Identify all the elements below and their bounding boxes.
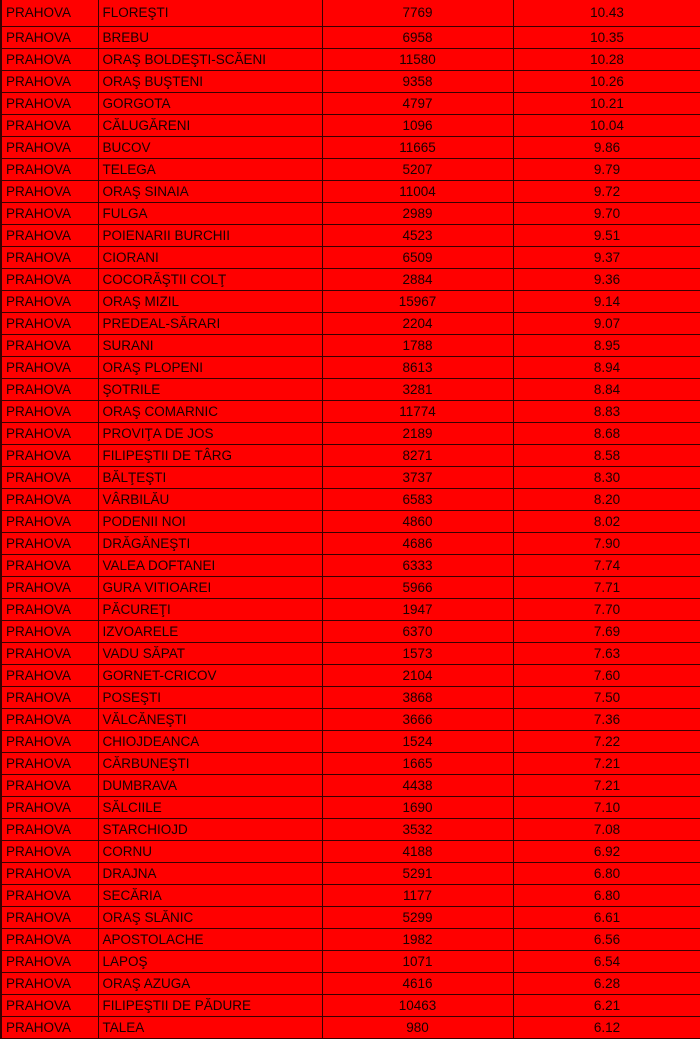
value-cell[interactable]: 6.12 <box>513 1017 700 1039</box>
value-cell[interactable]: 8.68 <box>513 423 700 445</box>
locality-cell[interactable]: BUCOV <box>98 137 322 159</box>
value-cell[interactable]: 9.36 <box>513 269 700 291</box>
county-cell[interactable]: PRAHOVA <box>1 819 98 841</box>
population-cell[interactable]: 15967 <box>322 291 513 313</box>
locality-cell[interactable]: DRĂGĂNEŞTI <box>98 533 322 555</box>
value-cell[interactable]: 7.22 <box>513 731 700 753</box>
value-cell[interactable]: 6.80 <box>513 863 700 885</box>
population-cell[interactable]: 2104 <box>322 665 513 687</box>
population-cell[interactable]: 7769 <box>322 0 513 27</box>
population-cell[interactable]: 11580 <box>322 49 513 71</box>
table-row <box>1 0 700 27</box>
county-cell[interactable]: PRAHOVA <box>1 357 98 379</box>
value-cell[interactable]: 6.80 <box>513 885 700 907</box>
table-row <box>1 115 700 137</box>
locality-cell[interactable]: ORAŞ SINAIA <box>98 181 322 203</box>
county-cell[interactable]: PRAHOVA <box>1 27 98 49</box>
locality-cell[interactable]: CORNU <box>98 841 322 863</box>
table-row <box>1 291 700 313</box>
table-row <box>1 929 700 951</box>
county-cell[interactable]: PRAHOVA <box>1 115 98 137</box>
county-cell[interactable]: PRAHOVA <box>1 511 98 533</box>
locality-cell[interactable]: PODENII NOI <box>98 511 322 533</box>
population-cell[interactable]: 1982 <box>322 929 513 951</box>
county-cell[interactable]: PRAHOVA <box>1 621 98 643</box>
table-row <box>1 665 700 687</box>
value-cell[interactable]: 7.10 <box>513 797 700 819</box>
population-cell[interactable]: 1524 <box>322 731 513 753</box>
locality-cell[interactable]: TALEA <box>98 1017 322 1039</box>
population-cell[interactable]: 5299 <box>322 907 513 929</box>
population-cell[interactable]: 11774 <box>322 401 513 423</box>
locality-cell[interactable]: CIORANI <box>98 247 322 269</box>
population-cell[interactable]: 2189 <box>322 423 513 445</box>
value-cell[interactable]: 10.35 <box>513 27 700 49</box>
population-cell[interactable]: 6958 <box>322 27 513 49</box>
table-row <box>1 225 700 247</box>
county-cell[interactable]: PRAHOVA <box>1 863 98 885</box>
value-cell[interactable]: 7.90 <box>513 533 700 555</box>
locality-cell[interactable]: FILIPEŞTII DE PĂDURE <box>98 995 322 1017</box>
value-cell[interactable]: 7.63 <box>513 643 700 665</box>
locality-cell[interactable]: POIENARII BURCHII <box>98 225 322 247</box>
value-cell[interactable]: 7.21 <box>513 753 700 775</box>
county-cell[interactable]: PRAHOVA <box>1 291 98 313</box>
table-row <box>1 181 700 203</box>
value-cell[interactable]: 8.83 <box>513 401 700 423</box>
locality-cell[interactable]: BĂLŢEŞTI <box>98 467 322 489</box>
county-cell[interactable]: PRAHOVA <box>1 555 98 577</box>
value-cell[interactable]: 9.14 <box>513 291 700 313</box>
locality-cell[interactable]: VALEA DOFTANEI <box>98 555 322 577</box>
population-cell[interactable]: 3281 <box>322 379 513 401</box>
population-cell[interactable]: 1071 <box>322 951 513 973</box>
table-row <box>1 27 700 49</box>
value-cell[interactable]: 8.84 <box>513 379 700 401</box>
table-row <box>1 951 700 973</box>
locality-cell[interactable]: STARCHIOJD <box>98 819 322 841</box>
table-row <box>1 137 700 159</box>
locality-cell[interactable]: IZVOARELE <box>98 621 322 643</box>
locality-cell[interactable]: DRAJNA <box>98 863 322 885</box>
locality-cell[interactable]: PĂCUREŢI <box>98 599 322 621</box>
locality-cell[interactable]: FULGA <box>98 203 322 225</box>
population-cell[interactable]: 4860 <box>322 511 513 533</box>
table-row <box>1 379 700 401</box>
locality-cell[interactable]: ORAŞ COMARNIC <box>98 401 322 423</box>
population-cell[interactable]: 6333 <box>322 555 513 577</box>
table-row <box>1 467 700 489</box>
locality-cell[interactable]: ORAŞ SLĂNIC <box>98 907 322 929</box>
table-row <box>1 687 700 709</box>
value-cell[interactable]: 6.21 <box>513 995 700 1017</box>
locality-cell[interactable]: ORAŞ AZUGA <box>98 973 322 995</box>
population-cell[interactable]: 1947 <box>322 599 513 621</box>
value-cell[interactable]: 9.86 <box>513 137 700 159</box>
population-cell[interactable]: 9358 <box>322 71 513 93</box>
value-cell[interactable]: 9.70 <box>513 203 700 225</box>
value-cell[interactable]: 10.43 <box>513 0 700 27</box>
county-cell[interactable]: PRAHOVA <box>1 423 98 445</box>
locality-cell[interactable]: POSEŞTI <box>98 687 322 709</box>
value-cell[interactable]: 8.94 <box>513 357 700 379</box>
value-cell[interactable]: 10.26 <box>513 71 700 93</box>
table-row <box>1 819 700 841</box>
table-row <box>1 401 700 423</box>
table-row <box>1 203 700 225</box>
value-cell[interactable]: 9.37 <box>513 247 700 269</box>
table-row <box>1 1017 700 1039</box>
value-cell[interactable]: 9.51 <box>513 225 700 247</box>
population-cell[interactable]: 8613 <box>322 357 513 379</box>
table-row <box>1 599 700 621</box>
table-row <box>1 247 700 269</box>
county-cell[interactable]: PRAHOVA <box>1 0 98 27</box>
table-row <box>1 907 700 929</box>
value-cell[interactable]: 6.56 <box>513 929 700 951</box>
value-cell[interactable]: 7.60 <box>513 665 700 687</box>
population-cell[interactable]: 10463 <box>322 995 513 1017</box>
value-cell[interactable]: 10.04 <box>513 115 700 137</box>
population-cell[interactable]: 4686 <box>322 533 513 555</box>
population-cell[interactable]: 1177 <box>322 885 513 907</box>
population-cell[interactable]: 2204 <box>322 313 513 335</box>
value-cell[interactable]: 9.72 <box>513 181 700 203</box>
locality-cell[interactable]: GORNET-CRICOV <box>98 665 322 687</box>
table-row <box>1 753 700 775</box>
population-cell[interactable]: 4616 <box>322 973 513 995</box>
locality-cell[interactable]: VĂLCĂNEŞTI <box>98 709 322 731</box>
county-cell[interactable]: PRAHOVA <box>1 1017 98 1039</box>
population-cell[interactable]: 5291 <box>322 863 513 885</box>
population-cell[interactable]: 8271 <box>322 445 513 467</box>
locality-cell[interactable]: CHIOJDEANCA <box>98 731 322 753</box>
locality-cell[interactable]: SĂLCIILE <box>98 797 322 819</box>
locality-cell[interactable]: SURANI <box>98 335 322 357</box>
locality-cell[interactable]: VÂRBILĂU <box>98 489 322 511</box>
county-cell[interactable]: PRAHOVA <box>1 49 98 71</box>
county-cell[interactable]: PRAHOVA <box>1 885 98 907</box>
locality-cell[interactable]: DUMBRAVA <box>98 775 322 797</box>
population-cell[interactable]: 6370 <box>322 621 513 643</box>
county-cell[interactable]: PRAHOVA <box>1 313 98 335</box>
county-cell[interactable]: PRAHOVA <box>1 181 98 203</box>
county-cell[interactable]: PRAHOVA <box>1 71 98 93</box>
population-cell[interactable]: 4438 <box>322 775 513 797</box>
table-row <box>1 269 700 291</box>
county-cell[interactable]: PRAHOVA <box>1 951 98 973</box>
county-cell[interactable]: PRAHOVA <box>1 995 98 1017</box>
value-cell[interactable]: 8.95 <box>513 335 700 357</box>
county-cell[interactable]: PRAHOVA <box>1 445 98 467</box>
population-cell[interactable]: 3868 <box>322 687 513 709</box>
locality-cell[interactable]: APOSTOLACHE <box>98 929 322 951</box>
table-row <box>1 423 700 445</box>
population-cell[interactable]: 1096 <box>322 115 513 137</box>
county-cell[interactable]: PRAHOVA <box>1 577 98 599</box>
county-cell[interactable]: PRAHOVA <box>1 599 98 621</box>
county-cell[interactable]: PRAHOVA <box>1 225 98 247</box>
table-row <box>1 489 700 511</box>
value-cell[interactable]: 6.92 <box>513 841 700 863</box>
county-cell[interactable]: PRAHOVA <box>1 841 98 863</box>
value-cell[interactable]: 6.61 <box>513 907 700 929</box>
value-cell[interactable]: 7.36 <box>513 709 700 731</box>
table-row <box>1 93 700 115</box>
county-cell[interactable]: PRAHOVA <box>1 93 98 115</box>
locality-cell[interactable]: ORAŞ BUŞTENI <box>98 71 322 93</box>
locality-cell[interactable]: LAPOŞ <box>98 951 322 973</box>
population-cell[interactable]: 4523 <box>322 225 513 247</box>
value-cell[interactable]: 6.54 <box>513 951 700 973</box>
locality-cell[interactable]: VADU SĂPAT <box>98 643 322 665</box>
population-cell[interactable]: 4797 <box>322 93 513 115</box>
locality-cell[interactable]: ŞOTRILE <box>98 379 322 401</box>
locality-cell[interactable]: CĂRBUNEŞTI <box>98 753 322 775</box>
table-row <box>1 71 700 93</box>
value-cell[interactable]: 10.21 <box>513 93 700 115</box>
population-cell[interactable]: 980 <box>322 1017 513 1039</box>
county-cell[interactable]: PRAHOVA <box>1 467 98 489</box>
table-row <box>1 643 700 665</box>
population-cell[interactable]: 2989 <box>322 203 513 225</box>
value-cell[interactable]: 8.58 <box>513 445 700 467</box>
county-cell[interactable]: PRAHOVA <box>1 929 98 951</box>
table-row <box>1 577 700 599</box>
value-cell[interactable]: 7.21 <box>513 775 700 797</box>
county-cell[interactable]: PRAHOVA <box>1 401 98 423</box>
table-row <box>1 885 700 907</box>
value-cell[interactable]: 7.71 <box>513 577 700 599</box>
locality-cell[interactable]: SECĂRIA <box>98 885 322 907</box>
table-row <box>1 445 700 467</box>
population-cell[interactable]: 3532 <box>322 819 513 841</box>
table-row <box>1 335 700 357</box>
population-cell[interactable]: 1788 <box>322 335 513 357</box>
county-cell[interactable]: PRAHOVA <box>1 203 98 225</box>
county-cell[interactable]: PRAHOVA <box>1 907 98 929</box>
value-cell[interactable]: 7.70 <box>513 599 700 621</box>
population-cell[interactable]: 5207 <box>322 159 513 181</box>
table-row <box>1 159 700 181</box>
county-cell[interactable]: PRAHOVA <box>1 731 98 753</box>
value-cell[interactable]: 7.50 <box>513 687 700 709</box>
value-cell[interactable]: 9.79 <box>513 159 700 181</box>
population-cell[interactable]: 11004 <box>322 181 513 203</box>
table-row <box>1 775 700 797</box>
population-cell[interactable]: 6583 <box>322 489 513 511</box>
table-row <box>1 357 700 379</box>
county-cell[interactable]: PRAHOVA <box>1 335 98 357</box>
county-cell[interactable]: PRAHOVA <box>1 687 98 709</box>
value-cell[interactable]: 9.07 <box>513 313 700 335</box>
population-cell[interactable]: 11665 <box>322 137 513 159</box>
county-cell[interactable]: PRAHOVA <box>1 247 98 269</box>
locality-cell[interactable]: GURA VITIOAREI <box>98 577 322 599</box>
value-cell[interactable]: 8.30 <box>513 467 700 489</box>
table-row <box>1 841 700 863</box>
table-row <box>1 533 700 555</box>
table-row <box>1 313 700 335</box>
county-cell[interactable]: PRAHOVA <box>1 753 98 775</box>
county-cell[interactable]: PRAHOVA <box>1 973 98 995</box>
table-row <box>1 995 700 1017</box>
county-cell[interactable]: PRAHOVA <box>1 159 98 181</box>
table-row <box>1 797 700 819</box>
population-cell[interactable]: 3666 <box>322 709 513 731</box>
population-cell[interactable]: 2884 <box>322 269 513 291</box>
county-cell[interactable]: PRAHOVA <box>1 379 98 401</box>
value-cell[interactable]: 8.02 <box>513 511 700 533</box>
value-cell[interactable]: 7.69 <box>513 621 700 643</box>
locality-cell[interactable]: TELEGA <box>98 159 322 181</box>
population-cell[interactable]: 6509 <box>322 247 513 269</box>
locality-cell[interactable]: PREDEAL-SĂRARI <box>98 313 322 335</box>
population-cell[interactable]: 3737 <box>322 467 513 489</box>
county-cell[interactable]: PRAHOVA <box>1 137 98 159</box>
locality-cell[interactable]: PROVIŢA DE JOS <box>98 423 322 445</box>
table-row <box>1 973 700 995</box>
table-row <box>1 709 700 731</box>
county-cell[interactable]: PRAHOVA <box>1 797 98 819</box>
value-cell[interactable]: 8.20 <box>513 489 700 511</box>
population-cell[interactable]: 5966 <box>322 577 513 599</box>
county-cell[interactable]: PRAHOVA <box>1 269 98 291</box>
table-row <box>1 555 700 577</box>
locality-cell[interactable]: BREBU <box>98 27 322 49</box>
county-cell[interactable]: PRAHOVA <box>1 533 98 555</box>
table-body <box>1 0 700 1039</box>
county-cell[interactable]: PRAHOVA <box>1 709 98 731</box>
locality-cell[interactable]: FLOREŞTI <box>98 0 322 27</box>
table-row <box>1 621 700 643</box>
value-cell[interactable]: 6.28 <box>513 973 700 995</box>
value-cell[interactable]: 7.74 <box>513 555 700 577</box>
value-cell[interactable]: 10.28 <box>513 49 700 71</box>
population-cell[interactable]: 1573 <box>322 643 513 665</box>
value-cell[interactable]: 7.08 <box>513 819 700 841</box>
county-cell[interactable]: PRAHOVA <box>1 643 98 665</box>
locality-cell[interactable]: ORAŞ PLOPENI <box>98 357 322 379</box>
table-row <box>1 731 700 753</box>
table-row <box>1 511 700 533</box>
county-cell[interactable]: PRAHOVA <box>1 489 98 511</box>
locality-cell[interactable]: FILIPEŞTII DE TÂRG <box>98 445 322 467</box>
locality-cell[interactable]: GORGOTA <box>98 93 322 115</box>
locality-cell[interactable]: COCORĂŞTII COLŢ <box>98 269 322 291</box>
population-cell[interactable]: 4188 <box>322 841 513 863</box>
locality-cell[interactable]: CĂLUGĂRENI <box>98 115 322 137</box>
table-row <box>1 863 700 885</box>
population-cell[interactable]: 1690 <box>322 797 513 819</box>
county-cell[interactable]: PRAHOVA <box>1 665 98 687</box>
locality-cell[interactable]: ORAŞ BOLDEŞTI-SCĂENI <box>98 49 322 71</box>
population-cell[interactable]: 1665 <box>322 753 513 775</box>
locality-cell[interactable]: ORAŞ MIZIL <box>98 291 322 313</box>
table-row <box>1 49 700 71</box>
county-cell[interactable]: PRAHOVA <box>1 775 98 797</box>
